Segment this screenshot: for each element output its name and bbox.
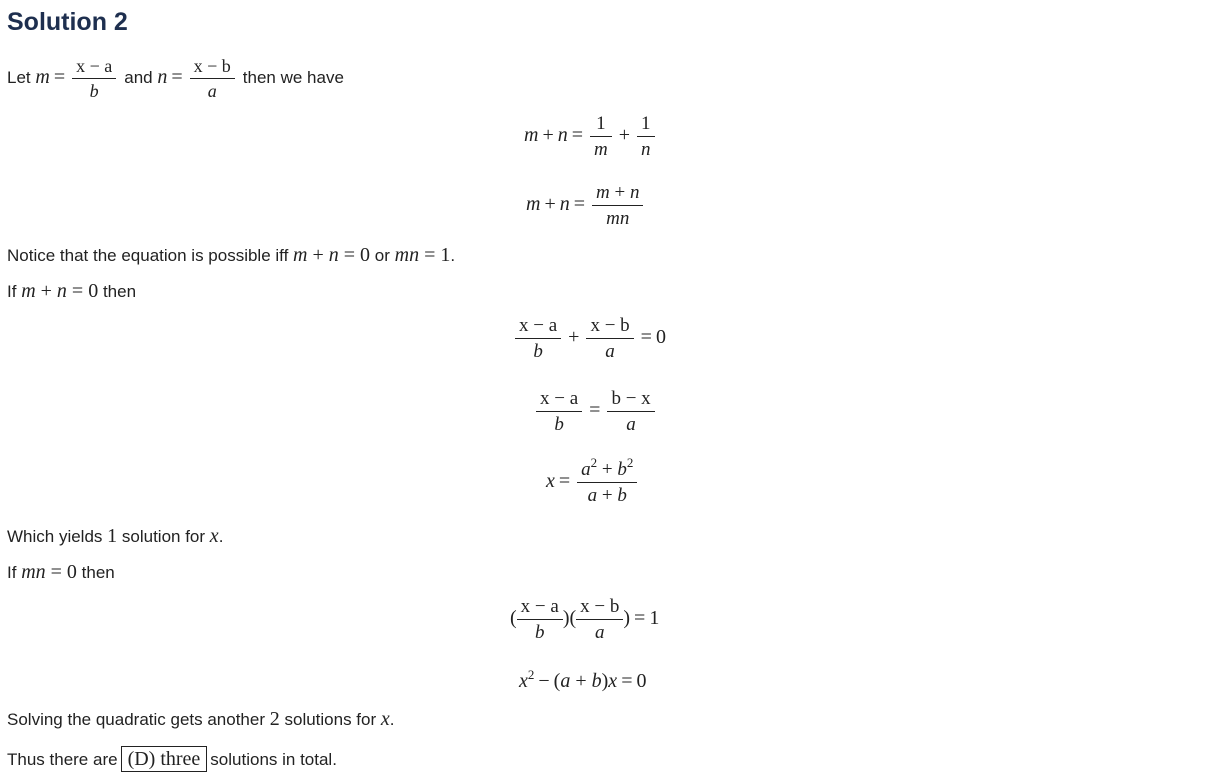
notice-text: Notice that the equation is possible iff — [7, 246, 289, 265]
conclusion-tail: solutions in total. — [210, 750, 337, 769]
case2-then: then — [81, 563, 115, 582]
conclusion-text: Thus there are — [7, 750, 118, 769]
equation-fractions-equal: $\frac{x - a}{b}$ = $\frac{b - x}{a}$ — [533, 389, 658, 434]
equation-sum-over-product: m + n = $\frac{m + n}{mn}$ — [526, 183, 646, 228]
m-definition: m = $\frac{x - a}{b}$ — [35, 66, 124, 88]
intro-line — [7, 57, 344, 100]
solution-heading: Solution 2 — [7, 8, 128, 36]
answer-box: (D) three — [121, 746, 208, 772]
case2-if: If — [7, 563, 17, 582]
case1-then: then — [102, 282, 137, 301]
quadratic-line — [7, 708, 395, 731]
yields-line — [7, 525, 223, 548]
case1-line — [7, 280, 136, 303]
equation-sum-reciprocals: m + n = $\frac{1}{m}$ + $\frac{1}{n}$ — [524, 114, 658, 159]
yields-period: . — [218, 527, 224, 546]
notice-period: . — [450, 246, 456, 265]
notice-line — [7, 244, 455, 267]
intro-and: and — [124, 68, 153, 88]
yields-variable: x — [209, 525, 219, 547]
quadratic-text: Solving the quadratic gets another — [7, 710, 266, 729]
notice-or: or — [374, 246, 390, 265]
n-definition: n = $\frac{x - b}{a}$ — [157, 66, 242, 88]
equation-product-one: ( $\frac{x - a}{b}$ )( $\frac{x - b}{a}$ ) = 1 — [510, 596, 660, 643]
case2-line — [7, 561, 115, 584]
quadratic-period: . — [389, 710, 395, 729]
case2-condition: mn = 0 — [21, 561, 77, 583]
quadratic-variable: x — [380, 708, 390, 730]
yields-count: 1 — [107, 525, 118, 547]
quadratic-count: 2 — [269, 708, 280, 730]
equation-x-solution: x = $\frac{a^2 + b^2}{a + b}$ — [546, 460, 640, 505]
condition-sum-zero: m + n = 0 — [293, 244, 371, 266]
intro-then: then we have — [242, 68, 344, 88]
intro-let: Let — [7, 68, 31, 88]
conclusion-line — [7, 746, 337, 772]
equation-fractions-sum-zero: $\frac{x - a}{b}$ + $\frac{x - b}{a}$ = 0 — [512, 316, 666, 361]
yields-text: Which yields — [7, 527, 103, 546]
quadratic-solutions-for: solutions for — [284, 710, 377, 729]
case1-condition: m + n = 0 — [21, 280, 99, 302]
case1-if: If — [7, 282, 17, 301]
condition-product-one: mn = 1 — [394, 244, 451, 266]
yields-solution-for: solution for — [121, 527, 206, 546]
equation-quadratic: $x^2 - (a + b)x = 0$ — [519, 667, 647, 692]
